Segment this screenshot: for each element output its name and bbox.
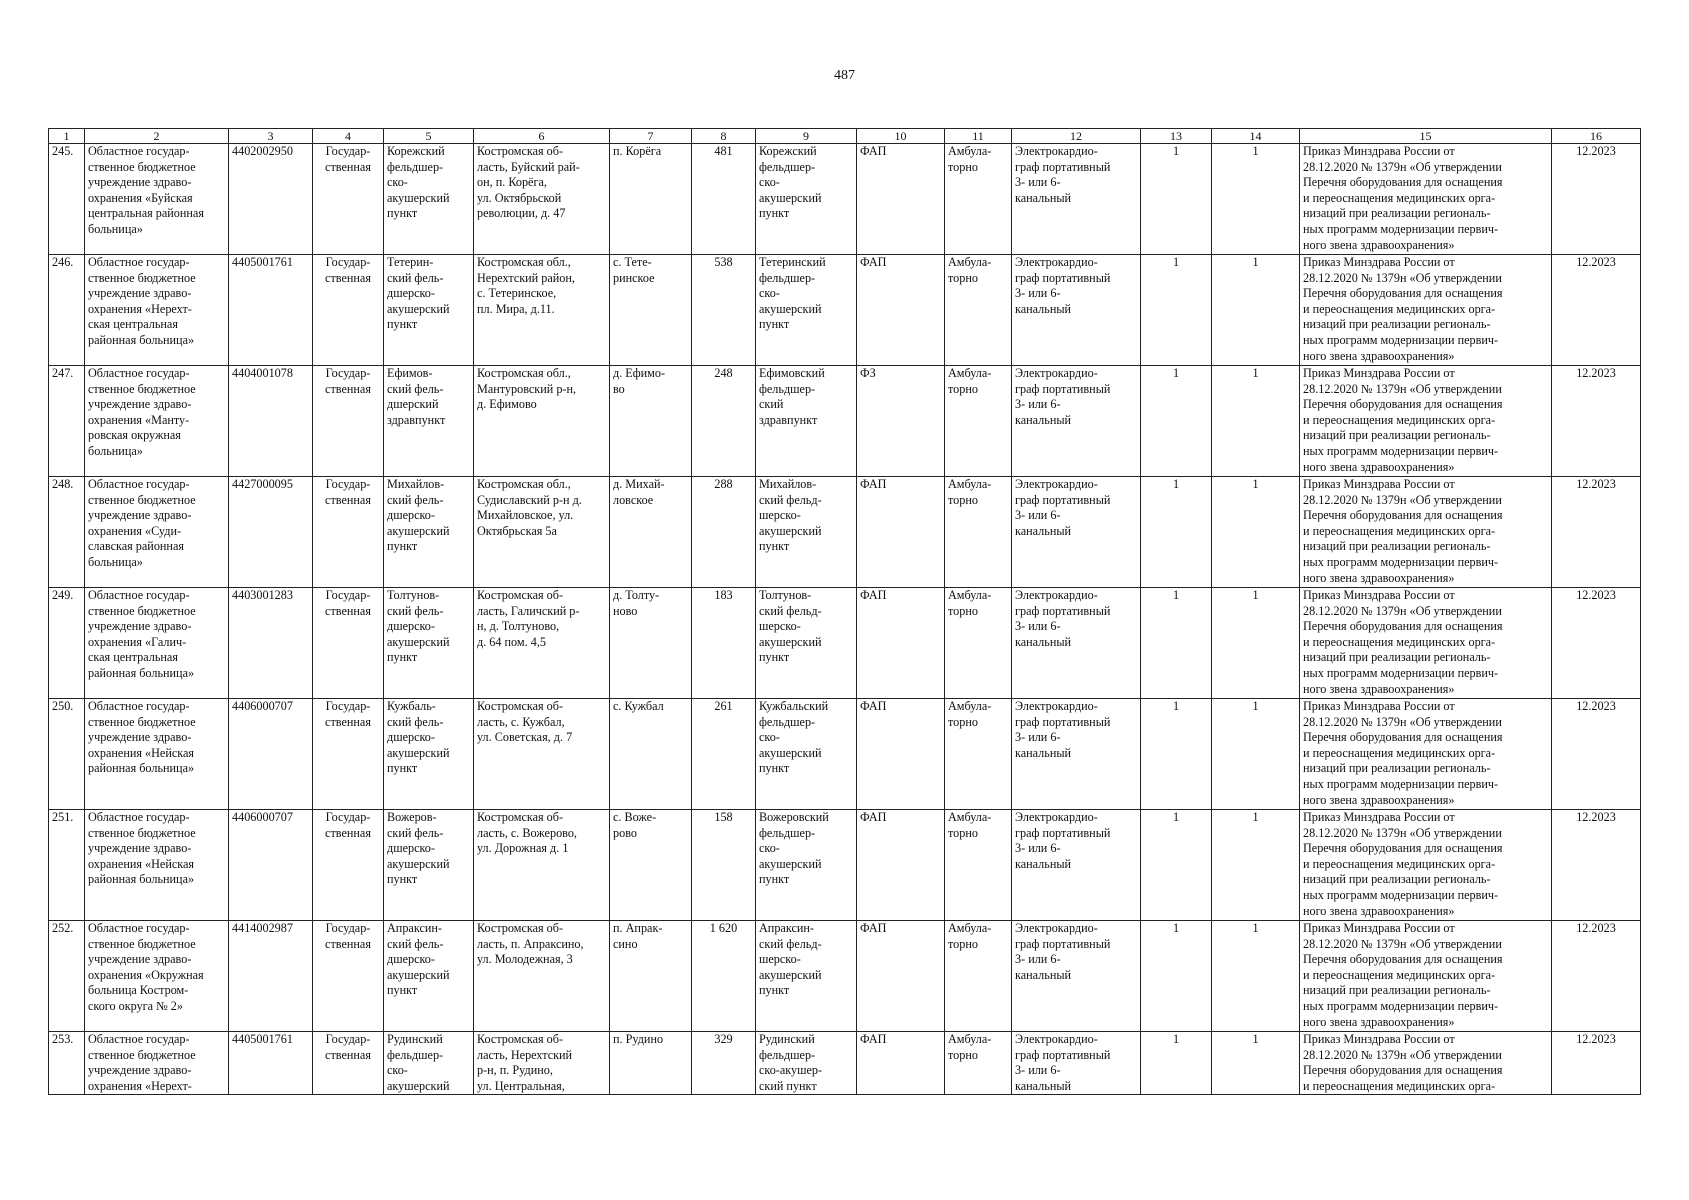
cell-locality: п. Корёга xyxy=(610,144,692,255)
cell-unit-type: ФАП xyxy=(857,588,945,699)
cell-row-number: 248. xyxy=(49,477,85,588)
cell-inn: 4403001283 xyxy=(229,588,313,699)
cell-quantity-13: 1 xyxy=(1141,588,1212,699)
cell-inn: 4406000707 xyxy=(229,699,313,810)
cell-inn: 4427000095 xyxy=(229,477,313,588)
cell-address: Костромская обл., Нерехтский район, с. Тетеринское, пл. Мира, д.11. xyxy=(474,255,610,366)
cell-inn: 4414002987 xyxy=(229,921,313,1032)
cell-unit-type: ФАП xyxy=(857,255,945,366)
cell-quantity-13: 1 xyxy=(1141,810,1212,921)
cell-locality: д. Михай- ловское xyxy=(610,477,692,588)
cell-equipment-name: Электрокардио- граф портативный 3- или 6- канальный xyxy=(1012,255,1141,366)
cell-quantity-14: 1 xyxy=(1212,255,1300,366)
cell-population: 261 xyxy=(692,699,756,810)
cell-unit-name: Тетеринский фельдшер- ско- акушерский пункт xyxy=(756,255,857,366)
cell-quantity-14: 1 xyxy=(1212,477,1300,588)
column-header: 1 xyxy=(49,129,85,144)
column-header: 9 xyxy=(756,129,857,144)
column-header: 3 xyxy=(229,129,313,144)
cell-equipment-name: Электрокардио- граф портативный 3- или 6- канальный xyxy=(1012,810,1141,921)
cell-organization-name: Областное государ- ственное бюджетное учреждение здраво- охранения «Окружная больница Костром- ского округа № 2» xyxy=(85,921,229,1032)
cell-legal-basis: Приказ Минздрава России от 28.12.2020 № 1379н «Об утверждении Перечня оборудования для оснащения и переоснащения медицинских орга- низаций при реализации региональ- ных программ модернизации первич- ного звена здравоохранения» xyxy=(1300,588,1552,699)
cell-legal-basis: Приказ Минздрава России от 28.12.2020 № 1379н «Об утверждении Перечня оборудования для оснащения и переоснащения медицинских орга- низаций при реализации региональ- ных программ модернизации первич- ного звена здравоохранения» xyxy=(1300,255,1552,366)
cell-unit-type: ФАП xyxy=(857,477,945,588)
cell-quantity-14: 1 xyxy=(1212,588,1300,699)
cell-address: Костромская обл., Судиславский р-н д. Михайловское, ул. Октябрьская 5а xyxy=(474,477,610,588)
cell-unit-type: ФАП xyxy=(857,144,945,255)
cell-unit-type: ФЗ xyxy=(857,366,945,477)
cell-equipment-name: Электрокардио- граф портативный 3- или 6- канальный xyxy=(1012,144,1141,255)
equipment-table xyxy=(48,128,1641,1095)
cell-care-conditions: Амбула- торно xyxy=(945,366,1012,477)
page-number: 487 xyxy=(834,68,855,83)
table-row xyxy=(49,477,1641,588)
cell-unit-type: ФАП xyxy=(857,810,945,921)
cell-care-conditions: Амбула- торно xyxy=(945,810,1012,921)
table-row xyxy=(49,921,1641,1032)
cell-inn: 4405001761 xyxy=(229,1032,313,1095)
cell-row-number: 251. xyxy=(49,810,85,921)
cell-population: 481 xyxy=(692,144,756,255)
cell-population: 288 xyxy=(692,477,756,588)
cell-row-number: 252. xyxy=(49,921,85,1032)
cell-unit-type: ФАП xyxy=(857,699,945,810)
cell-locality: д. Толту- ново xyxy=(610,588,692,699)
cell-delivery-date: 12.2023 xyxy=(1552,588,1641,699)
cell-equipment-name: Электрокардио- граф портативный 3- или 6- канальный xyxy=(1012,588,1141,699)
cell-legal-basis: Приказ Минздрава России от 28.12.2020 № 1379н «Об утверждении Перечня оборудования для оснащения и переоснащения медицинских орга- низаций при реализации региональ- ных программ модернизации первич- ного звена здравоохранения» xyxy=(1300,144,1552,255)
column-header: 16 xyxy=(1552,129,1641,144)
cell-row-number: 253. xyxy=(49,1032,85,1095)
cell-unit-name: Рудинский фельдшер- ско-акушер- ский пункт xyxy=(756,1032,857,1095)
cell-legal-basis: Приказ Минздрава России от 28.12.2020 № 1379н «Об утверждении Перечня оборудования для оснащения и переоснащения медицинских орга- низаций при реализации региональ- ных программ модернизации первич- ного звена здравоохранения» xyxy=(1300,477,1552,588)
cell-equipment-name: Электрокардио- граф портативный 3- или 6- канальный xyxy=(1012,699,1141,810)
column-header: 12 xyxy=(1012,129,1141,144)
cell-delivery-date: 12.2023 xyxy=(1552,255,1641,366)
cell-ownership-form: Государ- ственная xyxy=(313,144,384,255)
cell-quantity-13: 1 xyxy=(1141,1032,1212,1095)
cell-equipment-name: Электрокардио- граф портативный 3- или 6- канальный xyxy=(1012,1032,1141,1095)
cell-quantity-14: 1 xyxy=(1212,1032,1300,1095)
cell-population: 183 xyxy=(692,588,756,699)
cell-unit-name: Кужбальский фельдшер- ско- акушерский пункт xyxy=(756,699,857,810)
cell-division-name: Апраксин- ский фель- дшерско- акушерский пункт xyxy=(384,921,474,1032)
cell-division-name: Вожеров- ский фель- дшерско- акушерский пункт xyxy=(384,810,474,921)
cell-division-name: Тетерин- ский фель- дшерско- акушерский пункт xyxy=(384,255,474,366)
cell-delivery-date: 12.2023 xyxy=(1552,144,1641,255)
cell-row-number: 249. xyxy=(49,588,85,699)
cell-ownership-form: Государ- ственная xyxy=(313,366,384,477)
cell-ownership-form: Государ- ственная xyxy=(313,810,384,921)
cell-equipment-name: Электрокардио- граф портативный 3- или 6- канальный xyxy=(1012,366,1141,477)
cell-locality: п. Рудино xyxy=(610,1032,692,1095)
cell-organization-name: Областное государ- ственное бюджетное учреждение здраво- охранения «Суди- славская районная больница» xyxy=(85,477,229,588)
cell-locality: с. Тете- ринское xyxy=(610,255,692,366)
cell-legal-basis: Приказ Минздрава России от 28.12.2020 № 1379н «Об утверждении Перечня оборудования для оснащения и переоснащения медицинских орга- низаций при реализации региональ- ных программ модернизации первич- ного звена здравоохранения» xyxy=(1300,699,1552,810)
cell-population: 248 xyxy=(692,366,756,477)
cell-unit-type: ФАП xyxy=(857,1032,945,1095)
cell-population: 1 620 xyxy=(692,921,756,1032)
cell-delivery-date: 12.2023 xyxy=(1552,810,1641,921)
cell-address: Костромская об- ласть, Галичский р- н, д. Толтуново, д. 64 пом. 4,5 xyxy=(474,588,610,699)
column-header: 5 xyxy=(384,129,474,144)
cell-care-conditions: Амбула- торно xyxy=(945,699,1012,810)
cell-quantity-13: 1 xyxy=(1141,144,1212,255)
cell-care-conditions: Амбула- торно xyxy=(945,588,1012,699)
cell-division-name: Корежский фельдшер- ско- акушерский пункт xyxy=(384,144,474,255)
cell-quantity-13: 1 xyxy=(1141,255,1212,366)
cell-delivery-date: 12.2023 xyxy=(1552,477,1641,588)
cell-quantity-13: 1 xyxy=(1141,699,1212,810)
column-header: 11 xyxy=(945,129,1012,144)
cell-unit-name: Вожеровский фельдшер- ско- акушерский пункт xyxy=(756,810,857,921)
cell-unit-name: Ефимовский фельдшер- ский здравпункт xyxy=(756,366,857,477)
cell-locality: с. Воже- рово xyxy=(610,810,692,921)
cell-care-conditions: Амбула- торно xyxy=(945,1032,1012,1095)
cell-quantity-13: 1 xyxy=(1141,366,1212,477)
cell-row-number: 246. xyxy=(49,255,85,366)
cell-address: Костромская об- ласть, Нерехтский р-н, п. Рудино, ул. Центральная, xyxy=(474,1032,610,1095)
cell-organization-name: Областное государ- ственное бюджетное учреждение здраво- охранения «Нерехт- xyxy=(85,1032,229,1095)
table-row xyxy=(49,1032,1641,1095)
cell-address: Костромская об- ласть, с. Вожерово, ул. Дорожная д. 1 xyxy=(474,810,610,921)
cell-inn: 4404001078 xyxy=(229,366,313,477)
cell-population: 329 xyxy=(692,1032,756,1095)
cell-row-number: 250. xyxy=(49,699,85,810)
cell-division-name: Рудинский фельдшер- ско- акушерский xyxy=(384,1032,474,1095)
column-header: 13 xyxy=(1141,129,1212,144)
column-header: 6 xyxy=(474,129,610,144)
cell-quantity-14: 1 xyxy=(1212,366,1300,477)
column-header: 15 xyxy=(1300,129,1552,144)
column-header: 7 xyxy=(610,129,692,144)
cell-equipment-name: Электрокардио- граф портативный 3- или 6- канальный xyxy=(1012,921,1141,1032)
cell-ownership-form: Государ- ственная xyxy=(313,1032,384,1095)
cell-equipment-name: Электрокардио- граф портативный 3- или 6- канальный xyxy=(1012,477,1141,588)
cell-ownership-form: Государ- ственная xyxy=(313,921,384,1032)
cell-division-name: Ефимов- ский фель- дшерский здравпункт xyxy=(384,366,474,477)
cell-ownership-form: Государ- ственная xyxy=(313,588,384,699)
cell-quantity-14: 1 xyxy=(1212,921,1300,1032)
cell-organization-name: Областное государ- ственное бюджетное учреждение здраво- охранения «Буйская центральная районная больница» xyxy=(85,144,229,255)
table-row xyxy=(49,255,1641,366)
cell-population: 538 xyxy=(692,255,756,366)
cell-inn: 4405001761 xyxy=(229,255,313,366)
cell-quantity-13: 1 xyxy=(1141,477,1212,588)
cell-locality: п. Апрак- сино xyxy=(610,921,692,1032)
cell-row-number: 245. xyxy=(49,144,85,255)
cell-organization-name: Областное государ- ственное бюджетное учреждение здраво- охранения «Нерехт- ская центральная районная больница» xyxy=(85,255,229,366)
cell-locality: с. Кужбал xyxy=(610,699,692,810)
cell-organization-name: Областное государ- ственное бюджетное учреждение здраво- охранения «Галич- ская центральная районная больница» xyxy=(85,588,229,699)
cell-unit-name: Михайлов- ский фельд- шерско- акушерский пункт xyxy=(756,477,857,588)
cell-legal-basis: Приказ Минздрава России от 28.12.2020 № 1379н «Об утверждении Перечня оборудования для оснащения и переоснащения медицинских орга- низаций при реализации региональ- ных программ модернизации первич- ного звена здравоохранения» xyxy=(1300,366,1552,477)
cell-unit-name: Корежский фельдшер- ско- акушерский пункт xyxy=(756,144,857,255)
cell-quantity-14: 1 xyxy=(1212,810,1300,921)
table-row xyxy=(49,699,1641,810)
cell-unit-type: ФАП xyxy=(857,921,945,1032)
cell-address: Костромская об- ласть, с. Кужбал, ул. Советская, д. 7 xyxy=(474,699,610,810)
cell-delivery-date: 12.2023 xyxy=(1552,1032,1641,1095)
column-header: 2 xyxy=(85,129,229,144)
cell-organization-name: Областное государ- ственное бюджетное учреждение здраво- охранения «Нейская районная больница» xyxy=(85,699,229,810)
cell-address: Костромская об- ласть, п. Апраксино, ул. Молодежная, 3 xyxy=(474,921,610,1032)
cell-division-name: Михайлов- ский фель- дшерско- акушерский пункт xyxy=(384,477,474,588)
column-header: 8 xyxy=(692,129,756,144)
cell-division-name: Кужбаль- ский фель- дшерско- акушерский пункт xyxy=(384,699,474,810)
table-row xyxy=(49,810,1641,921)
column-number-row xyxy=(49,129,1641,144)
cell-quantity-13: 1 xyxy=(1141,921,1212,1032)
cell-locality: д. Ефимо- во xyxy=(610,366,692,477)
cell-care-conditions: Амбула- торно xyxy=(945,477,1012,588)
cell-quantity-14: 1 xyxy=(1212,144,1300,255)
table-row xyxy=(49,144,1641,255)
cell-inn: 4406000707 xyxy=(229,810,313,921)
cell-quantity-14: 1 xyxy=(1212,699,1300,810)
cell-care-conditions: Амбула- торно xyxy=(945,144,1012,255)
cell-unit-name: Апраксин- ский фельд- шерско- акушерский пункт xyxy=(756,921,857,1032)
cell-ownership-form: Государ- ственная xyxy=(313,477,384,588)
column-header: 14 xyxy=(1212,129,1300,144)
cell-delivery-date: 12.2023 xyxy=(1552,366,1641,477)
cell-organization-name: Областное государ- ственное бюджетное учреждение здраво- охранения «Нейская районная больница» xyxy=(85,810,229,921)
cell-unit-name: Толтунов- ский фельд- шерско- акушерский пункт xyxy=(756,588,857,699)
cell-care-conditions: Амбула- торно xyxy=(945,921,1012,1032)
cell-delivery-date: 12.2023 xyxy=(1552,699,1641,810)
cell-ownership-form: Государ- ственная xyxy=(313,699,384,810)
cell-inn: 4402002950 xyxy=(229,144,313,255)
cell-address: Костромская об- ласть, Буйский рай- он, п. Корёга, ул. Октябрьской революции, д. 47 xyxy=(474,144,610,255)
cell-legal-basis: Приказ Минздрава России от 28.12.2020 № 1379н «Об утверждении Перечня оборудования для оснащения и переоснащения медицинских орга- xyxy=(1300,1032,1552,1095)
cell-care-conditions: Амбула- торно xyxy=(945,255,1012,366)
column-header: 4 xyxy=(313,129,384,144)
cell-address: Костромская обл., Мантуровский р-н, д. Ефимово xyxy=(474,366,610,477)
table-row xyxy=(49,588,1641,699)
cell-population: 158 xyxy=(692,810,756,921)
cell-division-name: Толтунов- ский фель- дшерско- акушерский пункт xyxy=(384,588,474,699)
cell-legal-basis: Приказ Минздрава России от 28.12.2020 № 1379н «Об утверждении Перечня оборудования для оснащения и переоснащения медицинских орга- низаций при реализации региональ- ных программ модернизации первич- ного звена здравоохранения» xyxy=(1300,921,1552,1032)
cell-legal-basis: Приказ Минздрава России от 28.12.2020 № 1379н «Об утверждении Перечня оборудования для оснащения и переоснащения медицинских орга- низаций при реализации региональ- ных программ модернизации первич- ного звена здравоохранения» xyxy=(1300,810,1552,921)
cell-delivery-date: 12.2023 xyxy=(1552,921,1641,1032)
column-header: 10 xyxy=(857,129,945,144)
cell-row-number: 247. xyxy=(49,366,85,477)
table-row xyxy=(49,366,1641,477)
cell-ownership-form: Государ- ственная xyxy=(313,255,384,366)
cell-organization-name: Областное государ- ственное бюджетное учреждение здраво- охранения «Манту- ровская окружная больница» xyxy=(85,366,229,477)
